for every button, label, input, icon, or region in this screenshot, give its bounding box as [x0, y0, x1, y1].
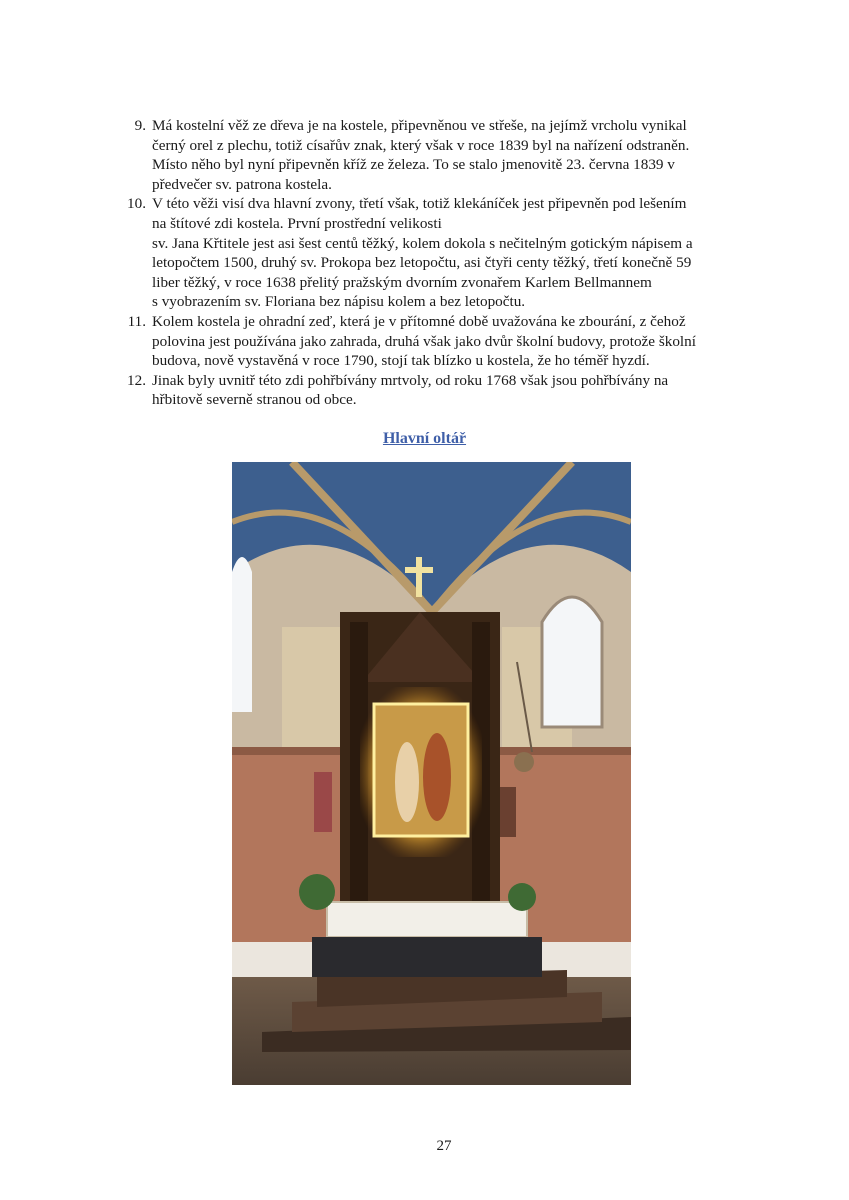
item-number: 12.: [127, 371, 146, 389]
numbered-list: [118, 116, 778, 410]
item-line: Má kostelní věž ze dřeva je na kostele, připevněnou ve střeše, na jejímž vrcholu vynikal: [152, 117, 687, 134]
item-number: 11.: [127, 312, 146, 330]
item-line: liber těžký, v roce 1638 přelitý pražským dvorním zvonařem Karlem Bellmannem: [152, 273, 652, 291]
item-line: budova, nově vystavěná v roce 1790, stojí tak blízko u kostela, že ho téměř hyzdí.: [152, 352, 650, 370]
item-line: předvečer sv. patrona kostela.: [152, 175, 332, 193]
item-line: černý orel z plechu, totiž císařův znak, který však v roce 1839 byl na nařízení odstraněn.: [152, 136, 690, 154]
item-number: 9.: [134, 117, 146, 134]
item-line: sv. Jana Křtitele jest asi šest centů těžký, kolem dokola s nečitelným gotickým nápisem a: [152, 234, 693, 252]
item-line: Místo něho byl nyní připevněn kříž ze železa. To se stalo jmenovitě 23. června 1839 v: [152, 156, 675, 174]
list-item: [118, 116, 778, 194]
item-number: 10.: [127, 195, 146, 213]
item-line: na štítové zdi kostela. První prostřední velikosti: [152, 214, 442, 232]
altar-illustration: [232, 462, 631, 1085]
item-line: V této věži visí dva hlavní zvony, třetí však, totiž klekáníček jest připevněn pod lešením: [152, 195, 687, 213]
list-item: [118, 194, 778, 312]
list-item: [118, 312, 778, 371]
altar-photo: [232, 462, 631, 1085]
item-line: polovina jest používána jako zahrada, druhá však jako dvůr školní budovy, protože školní: [152, 332, 696, 350]
item-line: Jinak byly uvnitř této zdi pohřbívány mrtvoly, od roku 1768 však jsou pohřbívány na: [152, 371, 669, 389]
item-line: hřbitově severně stranou od obce.: [152, 391, 357, 409]
section-heading: Hlavní oltář: [382, 430, 467, 447]
item-line: Kolem kostela je ohradní zeď, která je v přítomné době uvažována ke zbourání, z čehož: [152, 312, 686, 330]
page-number: 27: [436, 1138, 452, 1154]
item-line: s vyobrazením sv. Floriana bez nápisu kolem a bez letopočtu.: [152, 293, 526, 311]
list-item: [118, 371, 778, 410]
item-line: letopočtem 1500, druhý sv. Prokopa bez letopočtu, asi čtyři centy těžký, třetí konečně 59: [152, 254, 692, 272]
